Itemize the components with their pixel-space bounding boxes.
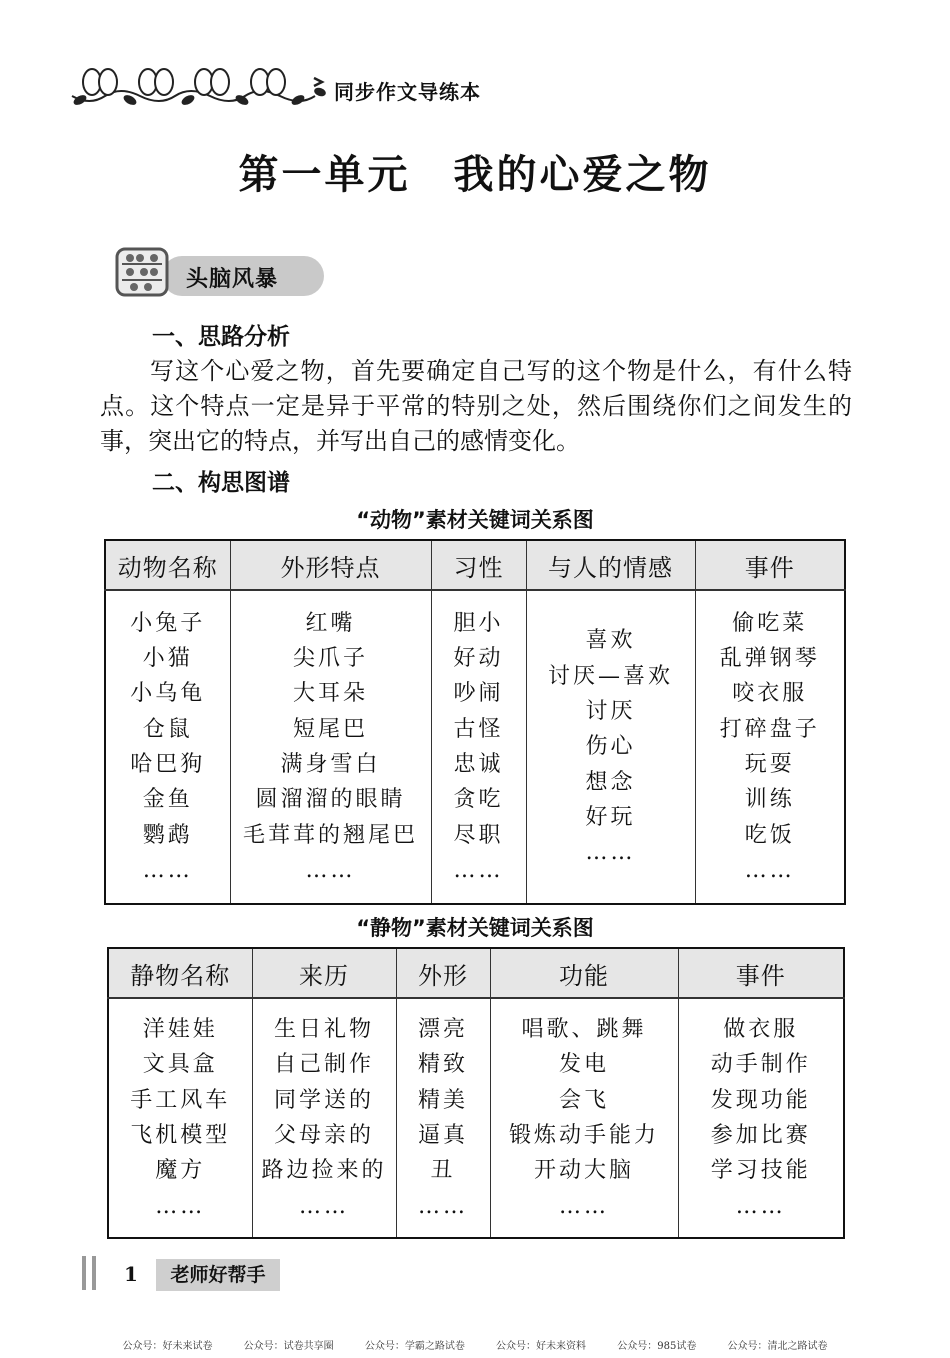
keyword-item: 飞机模型 — [130, 1123, 231, 1148]
keyword-item: 文具盒 — [142, 1052, 218, 1078]
keyword-item: 唱歌、跳舞 — [521, 1017, 647, 1043]
keyword-item: …… — [418, 1193, 468, 1219]
table-cell — [678, 998, 844, 1238]
keyword-item: 短尾巴 — [292, 716, 368, 742]
keyword-item: 伤心 — [585, 734, 636, 760]
footer-note: 公众号：清北之路试卷 — [727, 1341, 828, 1352]
keyword-item: 发电 — [558, 1052, 609, 1078]
keyword-item: …… — [305, 857, 356, 883]
keyword-item: 玩耍 — [744, 752, 795, 777]
table-header-row — [105, 540, 845, 590]
column-header: 外形 — [396, 948, 490, 998]
static-keyword-table — [107, 947, 845, 1239]
keyword-item: 动手制作 — [710, 1052, 811, 1078]
keyword-item: 精致 — [417, 1052, 468, 1078]
column-header: 功能 — [490, 948, 678, 998]
page-title: 第一单元 我的心爱之物 — [238, 152, 712, 198]
keyword-item: 精美 — [417, 1087, 468, 1113]
keyword-item: 路边捡来的 — [261, 1158, 387, 1184]
table-cell — [695, 590, 845, 904]
keyword-item: 乱弹钢琴 — [719, 646, 820, 672]
keyword-item: 学习技能 — [710, 1158, 811, 1184]
table-header-row — [108, 948, 844, 998]
footer-note: 公众号：985试卷 — [617, 1341, 697, 1352]
table-cell — [252, 998, 396, 1238]
keyword-item: 手工风车 — [130, 1087, 231, 1113]
keyword-item: 贪吃 — [453, 787, 504, 813]
keyword-item: 哈巴狗 — [130, 752, 206, 777]
abacus-icon — [114, 246, 170, 298]
column-header: 与人的情感 — [526, 540, 695, 590]
animal-table-caption: “动物”素材关键词关系图 — [356, 508, 594, 532]
keyword-item: 漂亮 — [417, 1017, 468, 1043]
keyword-item: 金鱼 — [142, 787, 193, 813]
keyword-item: 仓鼠 — [142, 716, 193, 742]
keyword-item: 大耳朵 — [292, 681, 368, 707]
keyword-item: …… — [744, 857, 795, 883]
badge-label: 头脑风暴 — [186, 267, 279, 292]
column-header: 习性 — [431, 540, 526, 590]
footer-note: 公众号：试卷共享圈 — [243, 1341, 334, 1352]
diagram-heading: 二、构思图谱 — [152, 470, 290, 496]
table-row — [105, 590, 845, 904]
keyword-item: 忠诚 — [453, 752, 504, 777]
table-cell — [105, 590, 230, 904]
keyword-item: 丑 — [430, 1158, 456, 1184]
keyword-item: 尖爪子 — [292, 646, 368, 672]
analysis-paragraph: 写这个心爱之物，首先要确定自己写的这个物是什么，有什么特点。这个特点一定是异于平常的特别之处，然后围绕你们之间发生的事，突出它的特点，并写出自己的感情变化。 — [100, 357, 852, 455]
keyword-item: 小猫 — [142, 646, 193, 672]
keyword-item: 魔方 — [155, 1158, 206, 1184]
keyword-item: 生日礼物 — [273, 1017, 374, 1043]
animal-keyword-table — [104, 539, 846, 905]
column-header: 来历 — [252, 948, 396, 998]
keyword-item: 好玩 — [585, 804, 636, 830]
keyword-item: …… — [142, 857, 193, 883]
page-number: 1 — [124, 1262, 138, 1286]
section-badge — [100, 242, 330, 300]
table-cell — [526, 590, 695, 904]
keyword-item: 父母亲的 — [273, 1123, 374, 1148]
table-row — [108, 998, 844, 1238]
keyword-item: 自己制作 — [273, 1052, 374, 1078]
footer-label: 老师好帮手 — [156, 1259, 280, 1291]
keyword-item: …… — [155, 1193, 206, 1219]
keyword-item: 想念 — [585, 769, 636, 795]
keyword-item: 咬衣服 — [732, 681, 808, 707]
keyword-item: 洋娃娃 — [142, 1017, 218, 1043]
keyword-item: 胆小 — [453, 610, 504, 636]
keyword-item: …… — [453, 857, 504, 883]
footer-note: 公众号：学霸之路试卷 — [364, 1341, 465, 1352]
footer-note: 公众号：好未来试卷 — [122, 1341, 213, 1352]
keyword-item: 喜欢 — [585, 628, 636, 654]
table-cell — [490, 998, 678, 1238]
keyword-item: 偷吃菜 — [732, 610, 808, 636]
column-header: 外形特点 — [230, 540, 431, 590]
column-header: 静物名称 — [108, 948, 252, 998]
column-header: 事件 — [695, 540, 845, 590]
keyword-item: 圆溜溜的眼睛 — [255, 787, 406, 813]
footer-bars-decoration — [82, 1256, 102, 1290]
vine-decoration — [70, 66, 330, 116]
keyword-item: 尽职 — [453, 822, 504, 848]
keyword-item: 小乌龟 — [130, 681, 206, 707]
table-cell — [108, 998, 252, 1238]
keyword-item: 红嘴 — [305, 610, 356, 636]
keyword-item: 吵闹 — [453, 681, 504, 707]
footer-note: 公众号：好未来资料 — [496, 1341, 587, 1352]
keyword-item: 讨厌 — [585, 699, 636, 725]
keyword-item: 古怪 — [453, 716, 504, 742]
keyword-item: 满身雪白 — [280, 752, 381, 777]
column-header: 事件 — [678, 948, 844, 998]
keyword-item: …… — [299, 1193, 349, 1219]
header-title: 同步作文导练本 — [334, 80, 481, 104]
table-cell — [431, 590, 526, 904]
table-cell — [230, 590, 431, 904]
keyword-item: 好动 — [453, 646, 504, 672]
keyword-item: 鹦鹉 — [142, 822, 193, 848]
keyword-item: 同学送的 — [273, 1087, 374, 1113]
keyword-item: 做衣服 — [723, 1017, 799, 1043]
keyword-item: 训练 — [744, 787, 795, 813]
keyword-item: 开动大脑 — [533, 1158, 634, 1184]
column-header: 动物名称 — [105, 540, 230, 590]
keyword-item: 锻炼动手能力 — [508, 1123, 659, 1148]
keyword-item: 发现功能 — [710, 1087, 811, 1113]
keyword-item: …… — [735, 1193, 786, 1219]
keyword-item: 毛茸茸的翘尾巴 — [242, 822, 418, 848]
keyword-item: 打碎盘子 — [719, 716, 820, 742]
keyword-item: …… — [559, 1193, 609, 1219]
keyword-item: 逼真 — [417, 1123, 468, 1148]
table-cell — [396, 998, 490, 1238]
analysis-heading: 一、思路分析 — [152, 324, 290, 350]
footer-notes — [0, 1337, 950, 1352]
keyword-item: 吃饭 — [744, 822, 795, 848]
keyword-item: …… — [585, 840, 636, 866]
keyword-item: 小兔子 — [130, 610, 206, 636]
keyword-item: 参加比赛 — [710, 1123, 811, 1148]
keyword-item: 讨厌—喜欢 — [547, 663, 673, 689]
keyword-item: 会飞 — [558, 1087, 609, 1113]
static-table-caption: “静物”素材关键词关系图 — [356, 916, 594, 940]
